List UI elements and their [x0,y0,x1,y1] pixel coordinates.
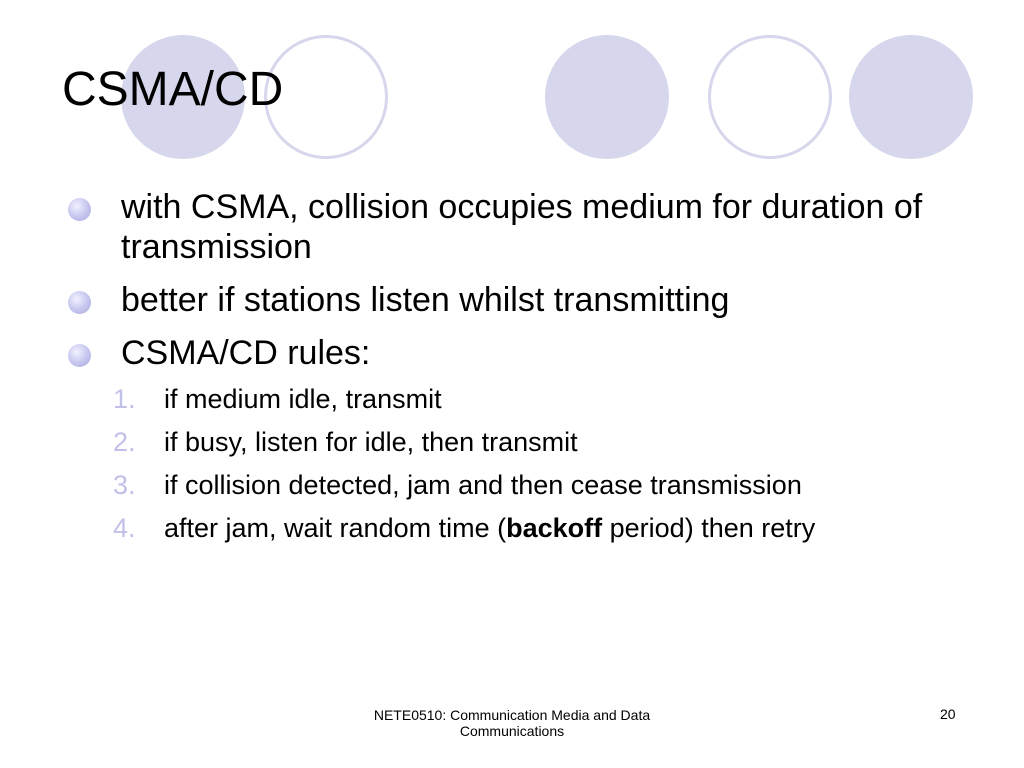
rule-item [110,511,990,545]
rule-number: 2. [113,427,136,457]
slide-title: CSMA/CD [62,63,284,116]
rule-text: if collision detected, jam and then cease transmission [164,470,802,500]
bullet-item [62,280,942,320]
bullet-text: with CSMA, collision occupies medium for duration of transmission [121,188,923,266]
bullet-dot-icon [68,344,91,367]
rule-item [110,425,990,459]
footer-text: NETE0510: Communication Media and Data Communications [373,707,651,739]
rule-text: if medium idle, transmit [164,384,442,414]
rule-text-after: period) then retry [602,513,816,543]
bullet-dot-icon [68,198,91,221]
bullet-dot-icon [68,291,91,314]
page-number: 20 [940,706,956,722]
bullet-list [62,187,942,373]
decorative-circle-outline [708,35,832,159]
rule-text-before: after jam, wait random time ( [164,513,507,543]
rule-number: 1. [113,384,136,414]
rule-text: if busy, listen for idle, then transmit [164,427,578,457]
rules-list [110,382,990,545]
rule-number: 3. [113,470,136,500]
rule-item [110,468,990,502]
rule-number: 4. [113,513,136,543]
backoff-term: backoff [506,513,603,543]
bullet-item [62,333,942,373]
decorative-circle-filled [545,35,669,159]
bullet-text: CSMA/CD rules: [121,334,371,372]
bullet-item [62,187,942,267]
decorative-circle-filled [849,35,973,159]
rule-item [110,382,990,416]
bullet-text: better if stations listen whilst transmitting [121,281,730,319]
